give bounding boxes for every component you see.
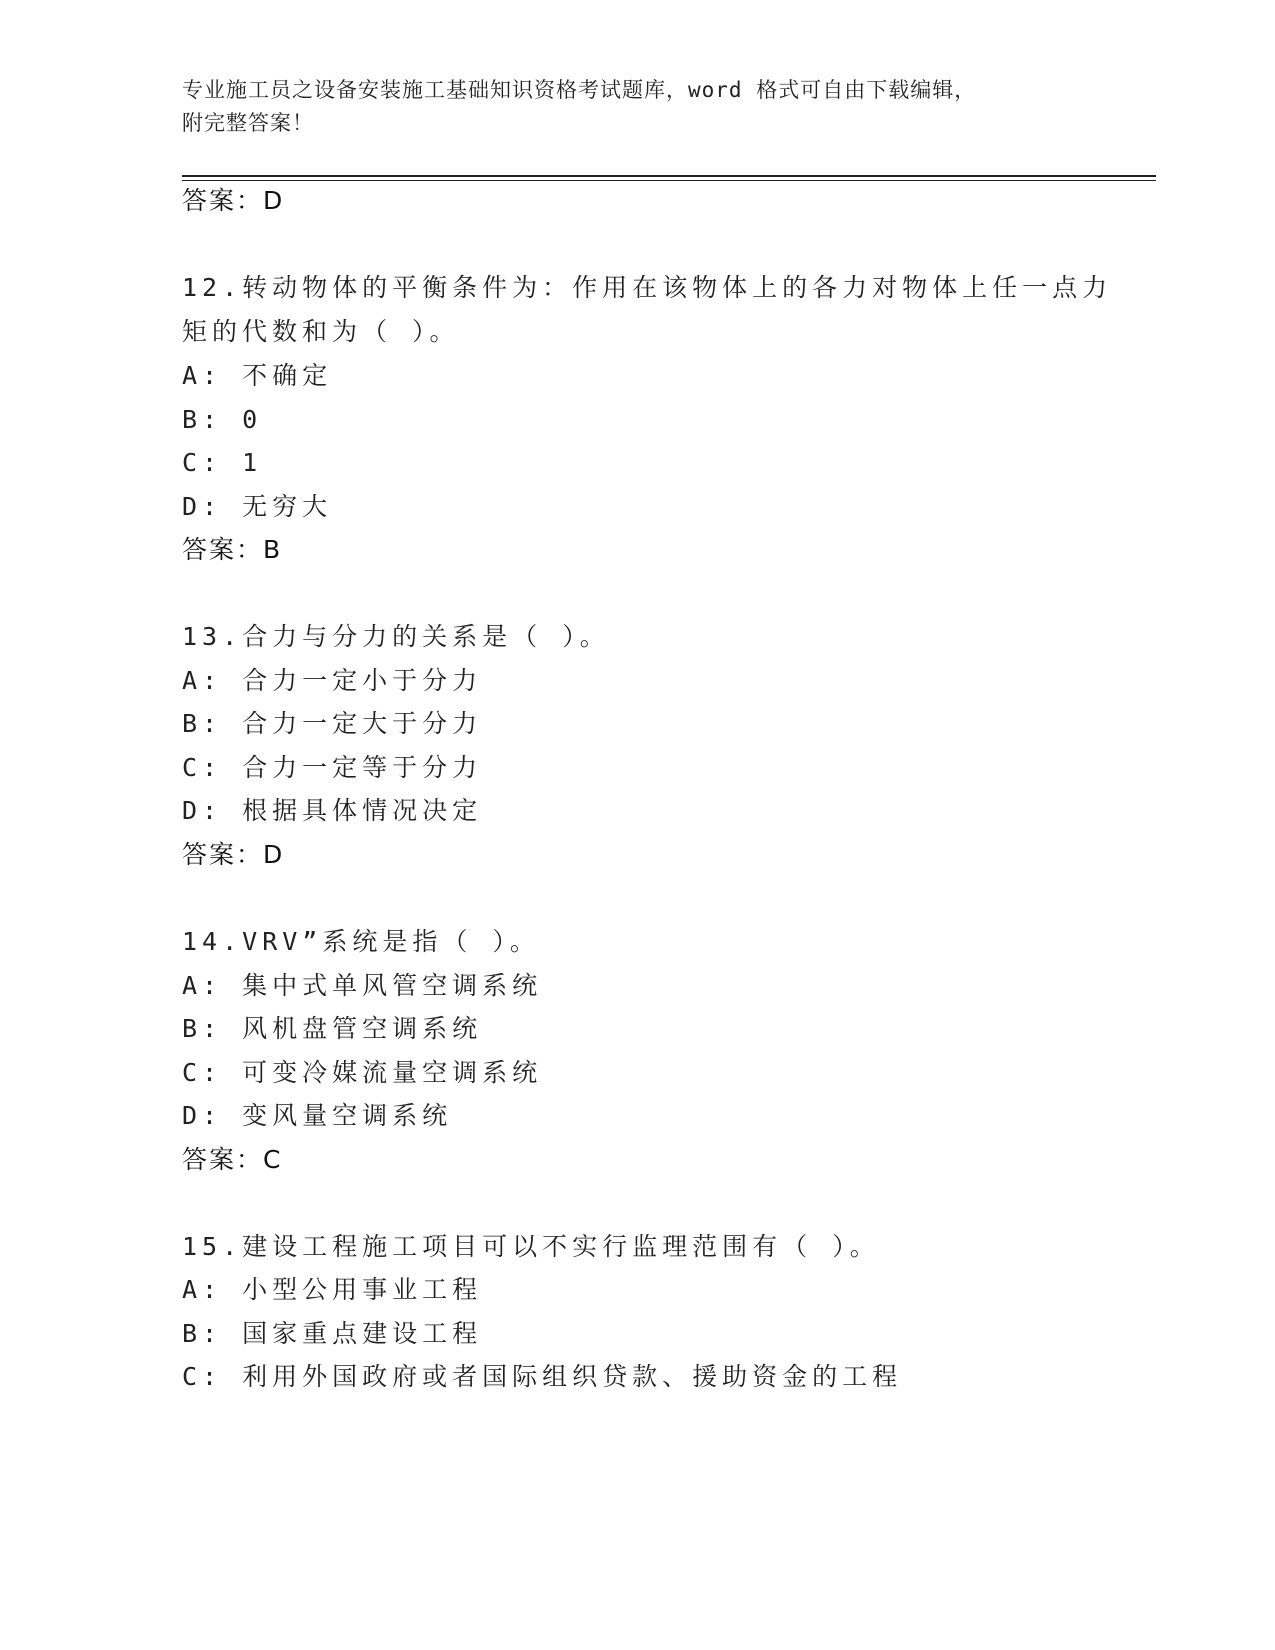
question-13-option-b: B: 合力一定大于分力 bbox=[182, 709, 483, 738]
question-13-stem: 13.合力与分力的关系是（ ）。 bbox=[182, 622, 610, 651]
question-14-option-a: A: 集中式单风管空调系统 bbox=[182, 971, 543, 1000]
question-13-option-d: D: 根据具体情况决定 bbox=[182, 796, 483, 825]
question-15-option-c: C: 利用外国政府或者国际组织贷款、援助资金的工程 bbox=[182, 1362, 903, 1391]
question-14-option-c: C: 可变冷媒流量空调系统 bbox=[182, 1058, 543, 1087]
question-15-option-b: B: 国家重点建设工程 bbox=[182, 1319, 483, 1348]
question-12-option-d: D: 无穷大 bbox=[182, 492, 333, 521]
question-12-option-a: A: 不确定 bbox=[182, 361, 333, 390]
question-14-option-b: B: 风机盘管空调系统 bbox=[182, 1014, 483, 1043]
question-12-option-c: C: 1 bbox=[182, 448, 263, 477]
question-14-answer: 答案：C bbox=[182, 1145, 283, 1174]
question-12-stem-line-2: 矩的代数和为（ ）。 bbox=[182, 317, 460, 346]
question-15-option-a: A: 小型公用事业工程 bbox=[182, 1275, 483, 1304]
header-divider-thick bbox=[182, 175, 1156, 177]
question-15-stem: 15.建设工程施工项目可以不实行监理范围有（ ）。 bbox=[182, 1232, 880, 1261]
question-14-stem: 14.VRV”系统是指（ ）。 bbox=[182, 927, 540, 956]
document-header bbox=[182, 74, 1082, 140]
question-12-stem-line-1: 12.转动物体的平衡条件为：作用在该物体上的各力对物体上任一点力 bbox=[182, 273, 1113, 302]
header-line-1: 专业施工员之设备安装施工基础知识资格考试题库，word 格式可自由下载编辑， bbox=[182, 78, 977, 102]
question-12-option-b: B: 0 bbox=[182, 405, 263, 434]
previous-answer: 答案：D bbox=[182, 186, 285, 215]
question-13-option-c: C: 合力一定等于分力 bbox=[182, 753, 483, 782]
question-13-answer: 答案：D bbox=[182, 840, 285, 869]
header-divider-thin bbox=[182, 180, 1156, 181]
question-14-option-d: D: 变风量空调系统 bbox=[182, 1101, 453, 1130]
header-line-2: 附完整答案！ bbox=[182, 111, 314, 135]
question-12-answer: 答案：B bbox=[182, 535, 283, 564]
question-13-option-a: A: 合力一定小于分力 bbox=[182, 666, 483, 695]
